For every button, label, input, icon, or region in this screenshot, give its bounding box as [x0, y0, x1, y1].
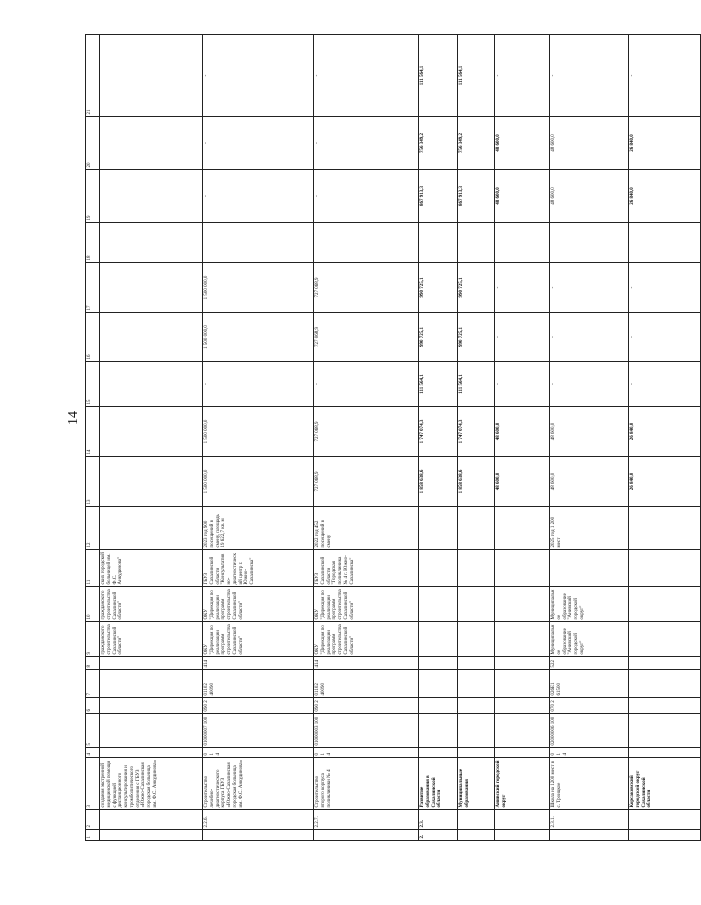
cell	[495, 507, 550, 550]
cell	[100, 698, 203, 714]
cell: Муниципальное образование "Анивский городской округ"	[550, 622, 629, 657]
cell: -	[629, 313, 701, 362]
cell: 0 1 4	[314, 748, 419, 758]
cell	[629, 748, 701, 758]
cell	[629, 622, 701, 657]
cell: -	[203, 362, 314, 407]
table-row	[314, 35, 419, 841]
cell: 26 840,0	[629, 117, 701, 170]
cell	[100, 117, 203, 170]
cell: -	[629, 362, 701, 407]
cell: 48 600,0	[495, 117, 550, 170]
cell	[419, 550, 458, 587]
col-header: 19	[86, 170, 100, 223]
cell	[100, 830, 203, 841]
cell	[458, 550, 495, 587]
cell: 1 747 074,3	[458, 407, 495, 457]
cell: 070 2	[550, 698, 629, 714]
cell: ОКУ "Дирекция по реализации программ строительства Сахалинской области"	[203, 622, 314, 657]
cell: -	[495, 313, 550, 362]
col-header: 11	[86, 550, 100, 587]
cell	[419, 748, 458, 758]
cell	[458, 507, 495, 550]
column-number-row	[86, 35, 100, 841]
cell: 756 349,2	[458, 117, 495, 170]
cell: 2025 год 1 200 мест	[550, 507, 629, 550]
col-header: 8	[86, 657, 100, 670]
cell: 26 840,0	[629, 457, 701, 507]
cell: 2.3.1.	[550, 810, 629, 830]
cell	[495, 810, 550, 830]
cell: -	[203, 170, 314, 223]
cell: Школа на 1200 мест в с. Троицкое	[550, 758, 629, 810]
cell	[495, 550, 550, 587]
cell: 1 858 638,6	[458, 457, 495, 507]
cell: Анивский городской округ	[495, 758, 550, 810]
cell: 2022 год 452 посещений в смену	[314, 507, 419, 550]
cell	[100, 170, 203, 223]
cell	[629, 810, 701, 830]
cell	[550, 223, 629, 263]
cell: Строительство второго корпуса поликлиники № 4	[314, 758, 419, 810]
col-header: 20	[86, 117, 100, 170]
cell	[203, 223, 314, 263]
cell: -	[495, 35, 550, 117]
table-row	[629, 35, 701, 841]
cell	[495, 657, 550, 670]
cell	[100, 407, 203, 457]
cell: 2.3.	[419, 810, 458, 830]
cell	[419, 587, 458, 622]
cell: ГБУЗ Сахалинской области "Консультативно-диагностический центр г. Южно-Сахалинска"	[203, 550, 314, 587]
cell	[495, 587, 550, 622]
cell: 48 600,0	[550, 170, 629, 223]
cell: 48 600,0	[550, 407, 629, 457]
col-header: 16	[86, 313, 100, 362]
cell	[495, 698, 550, 714]
cell: 727 068,9	[314, 263, 419, 313]
cell	[100, 263, 203, 313]
cell	[458, 223, 495, 263]
cell: ОКУ "Дирекция по реализации программ строительства Сахалинской области"	[203, 587, 314, 622]
cell	[458, 830, 495, 841]
cell: 0 1 4	[203, 748, 314, 758]
cell	[100, 748, 203, 758]
cell: 2.2.7.	[314, 810, 419, 830]
cell: 1 500 000,0	[203, 457, 314, 507]
cell: Развитие образования в Сахалинской области	[419, 758, 458, 810]
cell: 090 2	[314, 698, 419, 714]
cell	[100, 670, 203, 698]
cell: 48 600,0	[495, 457, 550, 507]
cell: 990 725,1	[458, 313, 495, 362]
cell	[495, 748, 550, 758]
col-header: 1	[86, 830, 100, 841]
cell	[550, 830, 629, 841]
cell: 111 564,1	[419, 362, 458, 407]
cell: Строительство лечебно-диагностического корпуса ГБУЗ «Южно-Сахалинская городская больница им. Ф.С. Анкудинова»	[203, 758, 314, 810]
cell	[495, 622, 550, 657]
cell	[100, 714, 203, 748]
cell: 26 840,0	[629, 407, 701, 457]
cell: 867 913,3	[458, 170, 495, 223]
cell	[419, 670, 458, 698]
cell: 1 747 074,3	[419, 407, 458, 457]
col-header: 13	[86, 457, 100, 507]
cell: 2.2.6.	[203, 810, 314, 830]
cell: -	[495, 263, 550, 313]
col-header: 2	[86, 810, 100, 830]
table-row	[495, 35, 550, 841]
cell	[419, 698, 458, 714]
cell: 111 564,1	[458, 35, 495, 117]
cell	[419, 507, 458, 550]
cell: 990 725,1	[458, 263, 495, 313]
cell: 1 858 638,6	[419, 457, 458, 507]
cell: Муниципальные образования	[458, 758, 495, 810]
cell: -	[550, 362, 629, 407]
cell: -	[550, 263, 629, 313]
cell	[458, 587, 495, 622]
cell	[629, 657, 701, 670]
cell	[458, 810, 495, 830]
cell: 2.	[419, 830, 458, 841]
cell: -	[629, 263, 701, 313]
cell	[458, 714, 495, 748]
cell	[419, 714, 458, 748]
cell	[458, 670, 495, 698]
cell	[100, 313, 203, 362]
cell: 111 564,1	[419, 35, 458, 117]
cell	[629, 830, 701, 841]
cell	[100, 35, 203, 117]
cell: 0 1 4	[550, 748, 629, 758]
cell: ских городской больницей им. Ф.С. Анкудинова"	[100, 550, 203, 587]
cell: 2023 год 900 посещений в смену, площадь 19 622,7 кв. м	[203, 507, 314, 550]
cell	[629, 507, 701, 550]
cell	[495, 223, 550, 263]
table-row	[203, 35, 314, 841]
col-header: 10	[86, 587, 100, 622]
cell	[629, 698, 701, 714]
cell: 090 2	[203, 698, 314, 714]
cell: 990 725,1	[419, 313, 458, 362]
cell	[419, 622, 458, 657]
cell: 01102 40090	[314, 670, 419, 698]
cell	[100, 657, 203, 670]
cell: -	[550, 313, 629, 362]
col-header: 15	[86, 362, 100, 407]
cell: ОКУ "Дирекция по реализации программ строительства Сахалинской области"	[314, 587, 419, 622]
cell: 01102 40090	[203, 670, 314, 698]
cell: 01000007 100	[203, 714, 314, 748]
cell: 522	[550, 657, 629, 670]
table-row	[458, 35, 495, 841]
cell: 990 725,1	[419, 263, 458, 313]
cell	[550, 550, 629, 587]
cell	[100, 457, 203, 507]
cell	[203, 830, 314, 841]
cell: 414	[203, 657, 314, 670]
col-header: 14	[86, 407, 100, 457]
cell	[495, 714, 550, 748]
table-row	[550, 35, 629, 841]
cell	[495, 830, 550, 841]
cell: 727 068,9	[314, 407, 419, 457]
col-header: 9	[86, 622, 100, 657]
table-row	[419, 35, 458, 841]
cell	[629, 550, 701, 587]
cell: 01000003 100	[314, 714, 419, 748]
cell: -	[314, 35, 419, 117]
cell: 026E1 61500	[550, 670, 629, 698]
page-number: 14	[66, 411, 81, 425]
cell: 1 500 000,0	[203, 407, 314, 457]
cell	[629, 223, 701, 263]
cell: ГБУЗ Сахалинской области "Городская поликлиника № 4 г. Южно-Сахалинска"	[314, 550, 419, 587]
cell: ОКУ "Дирекция по реализации программ строительства Сахалинской области"	[314, 622, 419, 657]
cell	[458, 657, 495, 670]
cell: 111 564,1	[458, 362, 495, 407]
cell	[495, 670, 550, 698]
cell: 727 068,9	[314, 313, 419, 362]
cell	[458, 748, 495, 758]
cell	[100, 223, 203, 263]
cell: -	[314, 362, 419, 407]
col-header: 3	[86, 758, 100, 810]
col-header: 5	[86, 714, 100, 748]
cell	[419, 223, 458, 263]
cell	[629, 714, 701, 748]
cell: 727 068,9	[314, 457, 419, 507]
cell: 1 500 000,0	[203, 263, 314, 313]
cell: 756 349,2	[419, 117, 458, 170]
col-header: 12	[86, 507, 100, 550]
cell: 02000006 100	[550, 714, 629, 748]
cell: Муниципальное образование "Анивский городской округ"	[550, 587, 629, 622]
cell: Корсаковский городской округ Сахалинской области	[629, 758, 701, 810]
col-header: 4	[86, 748, 100, 758]
cell: гражданского строительства Сахалинской области"	[100, 622, 203, 657]
cell	[100, 507, 203, 550]
col-header: 17	[86, 263, 100, 313]
cell: 48 600,0	[495, 170, 550, 223]
cell: 26 840,0	[629, 170, 701, 223]
cell: создания экстренной медицинской помощи с функцией дистанционного консультирования и тромболитического отделения с ГБУЗ «Южно-Сахалинская городская больница им. Ф.С. Анкудинова»	[100, 758, 203, 810]
cell	[458, 698, 495, 714]
cell: -	[629, 35, 701, 117]
cell: 48 600,0	[495, 407, 550, 457]
cell	[314, 830, 419, 841]
cell: 414	[314, 657, 419, 670]
cell	[629, 587, 701, 622]
cell: 48 600,0	[550, 117, 629, 170]
cell: -	[203, 117, 314, 170]
cell: 48 600,0	[550, 457, 629, 507]
cell	[314, 223, 419, 263]
cell: 867 913,3	[419, 170, 458, 223]
cell	[629, 670, 701, 698]
cell: гражданского строительства Сахалинской области"	[100, 587, 203, 622]
col-header: 6	[86, 698, 100, 714]
cell: -	[550, 35, 629, 117]
cell: -	[314, 170, 419, 223]
cell: -	[314, 117, 419, 170]
cell	[458, 622, 495, 657]
cell	[100, 362, 203, 407]
col-header: 18	[86, 223, 100, 263]
investment-table	[85, 35, 701, 841]
cell	[100, 810, 203, 830]
cell	[419, 657, 458, 670]
cell: -	[203, 35, 314, 117]
cell: -	[495, 362, 550, 407]
col-header: 7	[86, 670, 100, 698]
col-header: 21	[86, 35, 100, 117]
cell: 1 500 000,0	[203, 313, 314, 362]
table-row	[100, 35, 203, 841]
